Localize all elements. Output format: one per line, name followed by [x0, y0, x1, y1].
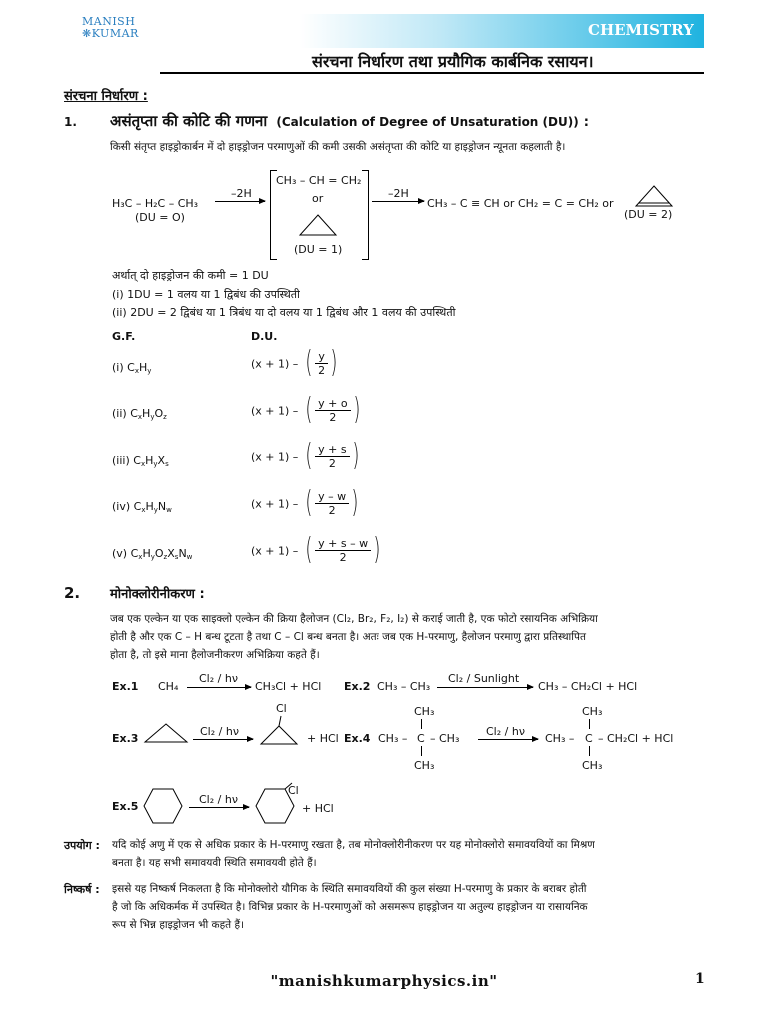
ex3-label: Ex.3	[112, 732, 139, 745]
cyclopropene-icon	[634, 184, 674, 208]
ex4-bond-up	[421, 719, 422, 729]
ex1-product: CH₃Cl + HCl	[255, 680, 322, 693]
ex4-prod-c: C	[585, 732, 593, 745]
conclusion-label: निष्कर्ष :	[64, 883, 100, 896]
scheme-bracket-du: (DU = 1)	[294, 243, 343, 256]
ex4-prod-right: – CH₂Cl + HCl	[598, 732, 674, 745]
section-heading: संरचना निर्धारण :	[64, 89, 148, 104]
row-formula: (x + 1) – ( $\frac{y + o}{2}$ )	[251, 392, 360, 427]
row-formula: (x + 1) – ( $\frac{y - w}{2}$ )	[251, 485, 359, 520]
ex2-arrow	[437, 687, 533, 688]
q2-title: मोनोक्लोरीनीकरण :	[110, 587, 205, 602]
scheme-propane-du: (DU = O)	[135, 211, 185, 224]
col-du: D.U.	[251, 330, 278, 343]
ex4-top-ch3: CH₃	[414, 705, 435, 718]
usage-line2: बनता है। यह सभी समावयवी स्थिति समावयवी होते हैं।	[112, 857, 317, 869]
usage-label: उपयोग :	[64, 839, 100, 852]
q2-para-line3: होता है, तो इसे माना हैलोजनीकरण अभिक्रिया कहते हैं।	[110, 649, 320, 661]
logo-star-icon: ❋	[82, 27, 92, 40]
ex3-arrow	[193, 739, 253, 740]
row-formula: (x + 1) – ( $\frac{y}{2}$ )	[251, 345, 338, 380]
row-label: (ii) $C_xH_yO_z$	[112, 407, 167, 421]
ex4-prod-bottom-ch3: CH₃	[582, 759, 603, 772]
ex2-label: Ex.2	[344, 680, 371, 693]
scheme-or: or	[312, 192, 324, 205]
ex1-condition: Cl₂ / hν	[199, 672, 238, 685]
ex2-product: CH₃ – CH₂Cl + HCl	[538, 680, 638, 693]
ex4-right: – CH₃	[430, 732, 460, 745]
ex1-label: Ex.1	[112, 680, 139, 693]
row-label: (v) $C_xH_yO_zX_sN_w$	[112, 547, 193, 561]
q1-title-hi: असंतृप्ता की कोटि की गणना	[110, 112, 268, 130]
conclusion-line3: रूप से भिन्न हाइड्रोजन भी कहते हैं।	[112, 919, 245, 931]
cyclopropane-icon	[143, 722, 189, 744]
logo-line1: MANISH	[82, 15, 136, 28]
scheme-propene: CH₃ – CH = CH₂	[276, 174, 362, 187]
ex1-reactant: CH₄	[158, 680, 179, 693]
scheme-arrow-2	[372, 201, 424, 202]
row-label: (iv) $C_xH_yN_w$	[112, 500, 172, 514]
ex2-condition: Cl₂ / Sunlight	[448, 672, 520, 685]
ex1-arrow	[187, 687, 251, 688]
scheme-minus2h-2: –2H	[388, 187, 409, 200]
col-gf: G.F.	[112, 330, 136, 343]
q1-number: 1.	[64, 115, 77, 129]
q1-intro: किसी संतृप्त हाइड्रोकार्बन में दो हाइड्रोजन परमाणुओं की कमी उसकी असंतृप्ता की कोटि या हाइड्रोजन न्यूनता कहलाती है।	[110, 141, 566, 153]
footer-page-number: 1	[695, 971, 705, 987]
subject-label: CHEMISTRY	[588, 21, 694, 39]
ex4-left: CH₃ –	[378, 732, 408, 745]
ex2-reactant: CH₃ – CH₃	[377, 680, 431, 693]
ex4-bottom-ch3: CH₃	[414, 759, 435, 772]
ex3-hcl: + HCl	[307, 732, 339, 745]
q2-para-line2: होती है और एक C – H बन्ध टूटता है तथा C – Cl बन्ध बनता है। अतः जब एक H-परमाणु, हैलोजन परमाणु द्वारा प्रतिस्थापित	[110, 631, 586, 643]
ex5-condition: Cl₂ / hν	[199, 793, 238, 806]
ex4-bond-down	[421, 746, 422, 756]
scheme-arrow-1	[215, 201, 265, 202]
ex4-prod-bond-up	[589, 719, 590, 729]
ex5-arrow	[189, 807, 249, 808]
scheme-minus2h-1: –2H	[231, 187, 252, 200]
q1-point1: (i) 1DU = 1 वलय या 1 द्विबंध की उपस्थिती	[112, 288, 300, 301]
logo-line2: ❋KUMAR	[82, 27, 139, 40]
footer-site: "manishkumarphysics.in"	[270, 972, 498, 990]
ex5-label: Ex.5	[112, 800, 139, 813]
header-logo	[82, 16, 139, 40]
conclusion-line1: इससे यह निष्कर्ष निकलता है कि मोनोक्लोरो यौगिक के स्थिति समावयवियों की कुल संख्या H-परमाणु के प्रकार के बराबर होती	[112, 883, 587, 895]
conclusion-line2: है जो कि अधिकर्मक में उपस्थित है। विभिन्न प्रकार के H-परमाणुओं को असमरूप हाइड्रोजन या अतुल्य हाइड्रोजन या रासायनिक	[112, 901, 588, 913]
row-label: (iii) $C_xH_yX_s$	[112, 454, 169, 468]
ex4-condition: Cl₂ / hν	[486, 725, 525, 738]
q1-title	[110, 111, 589, 131]
q1-meaning: अर्थात् दो हाइड्रोजन की कमी = 1 DU	[112, 269, 269, 282]
ex3-condition: Cl₂ / hν	[200, 725, 239, 738]
ex4-prod-bond-down	[589, 746, 590, 756]
scheme-right-du: (DU = 2)	[624, 208, 673, 221]
q1-point2: (ii) 2DU = 2 द्विबंध या 1 त्रिबंध या दो वलय या 1 द्विबंध और 1 वलय की उपस्थिती	[112, 306, 456, 319]
q1-title-colon: :	[583, 115, 589, 130]
chlorocyclopropane-icon	[259, 714, 299, 746]
scheme-bracket-right	[362, 170, 369, 260]
scheme-right-formula: CH₃ – C ≡ CH or CH₂ = C = CH₂ or	[427, 197, 614, 210]
row-formula: (x + 1) – ( $\frac{y + s - w}{2}$ )	[251, 532, 381, 567]
ex4-center-c: C	[417, 732, 425, 745]
ex4-label: Ex.4	[344, 732, 371, 745]
ex5-cl: Cl	[288, 784, 299, 797]
ex4-prod-left: CH₃ –	[545, 732, 575, 745]
scheme-propane: H₃C – H₂C – CH₃	[112, 197, 199, 210]
row-label: (i) $C_xH_y$	[112, 361, 152, 375]
ex4-arrow	[478, 739, 538, 740]
ex4-prod-top-ch3: CH₃	[582, 705, 603, 718]
ex3-cl: Cl	[276, 702, 287, 715]
cyclohexane-icon	[142, 786, 184, 826]
ex5-hcl: + HCl	[302, 802, 334, 815]
cyclopropane-icon	[298, 213, 338, 237]
usage-line1: यदि कोई अणु में एक से अधिक प्रकार के H-परमाणु रखता है, तब मोनोक्लोरीनीकरण पर यह मोनोक्लोरो समावयवियों का मिश्रण	[112, 839, 595, 851]
chapter-title: संरचना निर्धारण तथा प्रयौगिक कार्बनिक रसायन।	[312, 52, 594, 71]
q2-para-line1: जब एक एल्केन या एक साइक्लो एल्केन की क्रिया हैलोजन (Cl₂, Br₂, F₂, I₂) से कराई जाती है, एक फोटो रसायनिक अभिक्रिया	[110, 613, 598, 625]
q2-number: 2.	[64, 584, 81, 602]
row-formula: (x + 1) – ( $\frac{y + s}{2}$ )	[251, 438, 359, 473]
q1-title-en: (Calculation of Degree of Unsaturation (DU))	[276, 115, 579, 129]
chapter-underline	[160, 72, 704, 74]
